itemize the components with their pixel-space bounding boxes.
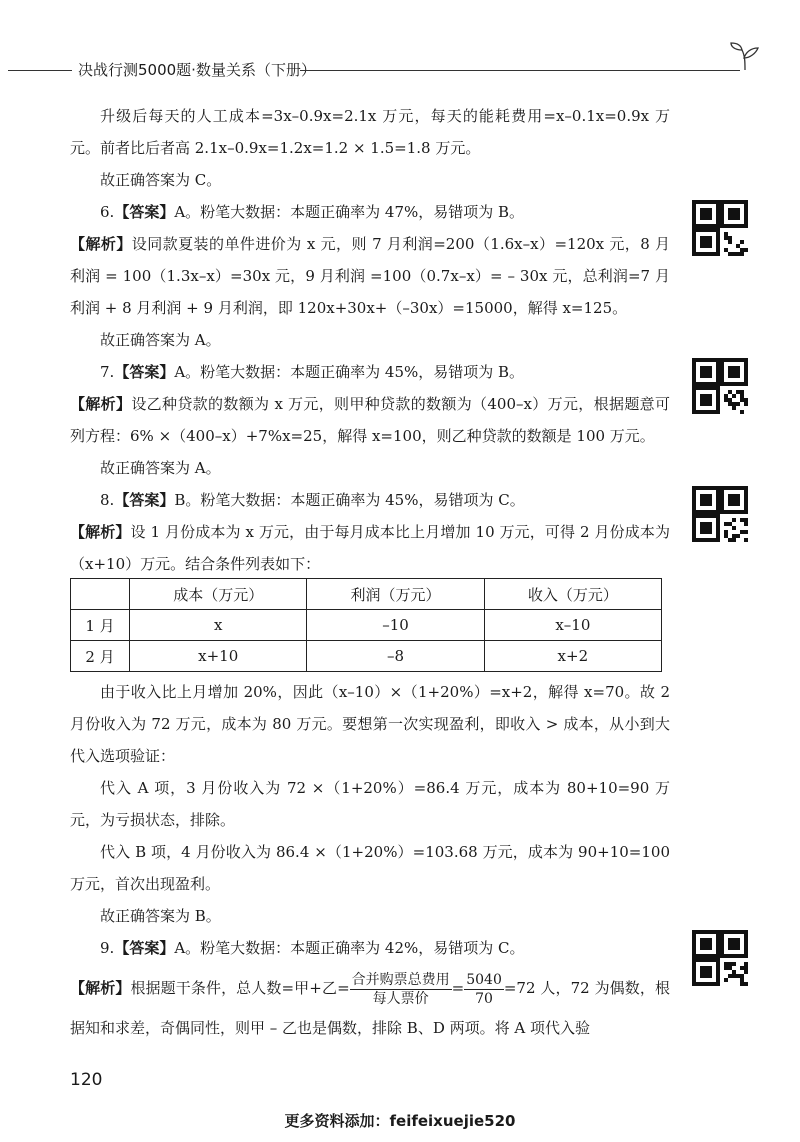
table-cell: x: [130, 610, 307, 641]
answer-line: 故正确答案为 C。: [100, 171, 222, 189]
fraction-numerator: 合并购票总费用: [351, 971, 450, 988]
q9-explanation-text-b: =72 人，72 为偶数，根据知和求差，奇偶同性，则甲 – 乙也是偶数，排除 B、D 两项。将 A 项代入验: [70, 979, 670, 1037]
answer-tag: 【答案】: [114, 363, 175, 381]
explanation-tag: 【解析】: [70, 235, 132, 253]
header-rule-left: [8, 70, 72, 71]
q6-conclusion: 故正确答案为 A。: [100, 331, 221, 349]
q8-number: 8.: [100, 491, 115, 509]
table-cell: 1 月: [71, 610, 130, 641]
q8-reasoning: 由于收入比上月增加 20%，因此（x–10）×（1+20%）=x+2，解得 x=70。故 2 月份收入为 72 万元，成本为 80 万元。要想第一次实现盈利，即收入 > 成本，从小到大代入选项验证：: [70, 683, 670, 765]
table-header-row: [71, 579, 662, 610]
q7-explanation: [70, 388, 670, 452]
header-title: 决战行测5000题·数量关系（下册）: [78, 61, 316, 79]
q8-answer-text: B。粉笔大数据：本题正确率为 45%，易错项为 C。: [174, 491, 525, 509]
q8-conclusion: 故正确答案为 B。: [100, 907, 221, 925]
leaf-icon: [728, 42, 762, 72]
table-header-cell: 收入（万元）: [484, 579, 661, 610]
table-cell: x–10: [484, 610, 661, 641]
q8-answer: [70, 484, 670, 516]
table-cell: x+10: [130, 641, 307, 672]
page-number: 120: [70, 1070, 103, 1090]
q7-answer-text: A。粉笔大数据：本题正确率为 45%，易错项为 B。: [174, 363, 525, 381]
fraction-values: [464, 971, 504, 1008]
fraction-total-cost: [350, 971, 452, 1008]
q8-option-a: 代入 A 项，3 月份收入为 72 ×（1+20%）=86.4 万元，成本为 80+10=90 万元，为亏损状态，排除。: [70, 779, 670, 829]
q7-number: 7.: [100, 363, 115, 381]
cost-profit-table: [70, 578, 662, 672]
table-header-cell: 利润（万元）: [307, 579, 484, 610]
answer-tag: 【答案】: [114, 491, 175, 509]
q6-answer: [70, 196, 670, 228]
table-header-cell: 成本（万元）: [130, 579, 307, 610]
q8-explanation-text: 设 1 月份成本为 x 万元，由于每月成本比上月增加 10 万元，可得 2 月份成本为（x+10）万元。结合条件列表如下：: [70, 523, 670, 573]
qr-code-icon: [692, 930, 748, 986]
table-row: [71, 641, 662, 672]
qr-code-icon: [692, 486, 748, 542]
q7-explanation-text: 设乙种贷款的数额为 x 万元，则甲种贷款的数额为（400–x）万元，根据题意可列方程：6% ×（400–x）+7%x=25，解得 x=100，则乙种贷款的数额是 100 万元。: [70, 395, 670, 445]
qr-code-icon: [692, 358, 748, 414]
fraction-denominator: 每人票价: [372, 990, 429, 1007]
q6-explanation-text: 设同款夏装的单件进价为 x 元，则 7 月利润=200（1.6x–x）=120x 元，8 月利润 = 100（1.3x–x）=30x 元，9 月利润 =100（0.7x–x）= – 30x 元，总利润=7 月利润 + 8 月利润 + 9 月利润，即 120x+30x+（–30x）=15000，解得 x=125。: [70, 235, 670, 317]
answer-tag: 【答案】: [114, 939, 175, 957]
footer-note: 更多资料添加：feifeixuejie520: [284, 1112, 516, 1130]
qr-code-icon: [692, 200, 748, 256]
table-header-cell: [71, 579, 130, 610]
table-cell: x+2: [484, 641, 661, 672]
q8-option-b: 代入 B 项，4 月份收入为 86.4 ×（1+20%）=103.68 万元，成本为 90+10=100 万元，首次出现盈利。: [70, 843, 670, 893]
equals-sign: =: [451, 979, 465, 997]
explanation-tag: 【解析】: [70, 979, 131, 997]
q8-explanation: [70, 516, 670, 580]
q7-conclusion: 故正确答案为 A。: [100, 459, 221, 477]
q7-answer: [70, 356, 670, 388]
table-row: [71, 610, 662, 641]
q9-number: 9.: [100, 939, 115, 957]
explanation-tag: 【解析】: [70, 395, 132, 413]
q6-number: 6.: [100, 203, 115, 221]
q6-answer-text: A。粉笔大数据：本题正确率为 47%，易错项为 B。: [174, 203, 525, 221]
table-cell: 2 月: [71, 641, 130, 672]
q6-explanation: [70, 228, 670, 324]
header-rule-right: [300, 70, 740, 71]
answer-tag: 【答案】: [114, 203, 175, 221]
fraction-numerator: 5040: [466, 971, 502, 988]
q9-explanation-text-a: 根据题干条件，总人数=甲+乙=: [130, 979, 350, 997]
q9-answer-text: A。粉笔大数据：本题正确率为 42%，易错项为 C。: [174, 939, 525, 957]
q9-explanation: [70, 968, 670, 1048]
running-header: [0, 56, 800, 84]
table-cell: –8: [307, 641, 484, 672]
q9-answer: [70, 932, 670, 964]
fraction-denominator: 70: [475, 990, 493, 1007]
explanation-tag: 【解析】: [70, 523, 131, 541]
paragraph-cost-comparison: 升级后每天的人工成本=3x–0.9x=2.1x 万元，每天的能耗费用=x–0.1x=0.9x 万元。前者比后者高 2.1x–0.9x=1.2x=1.2 × 1.5=1.8 万元。: [70, 107, 670, 157]
table-cell: –10: [307, 610, 484, 641]
